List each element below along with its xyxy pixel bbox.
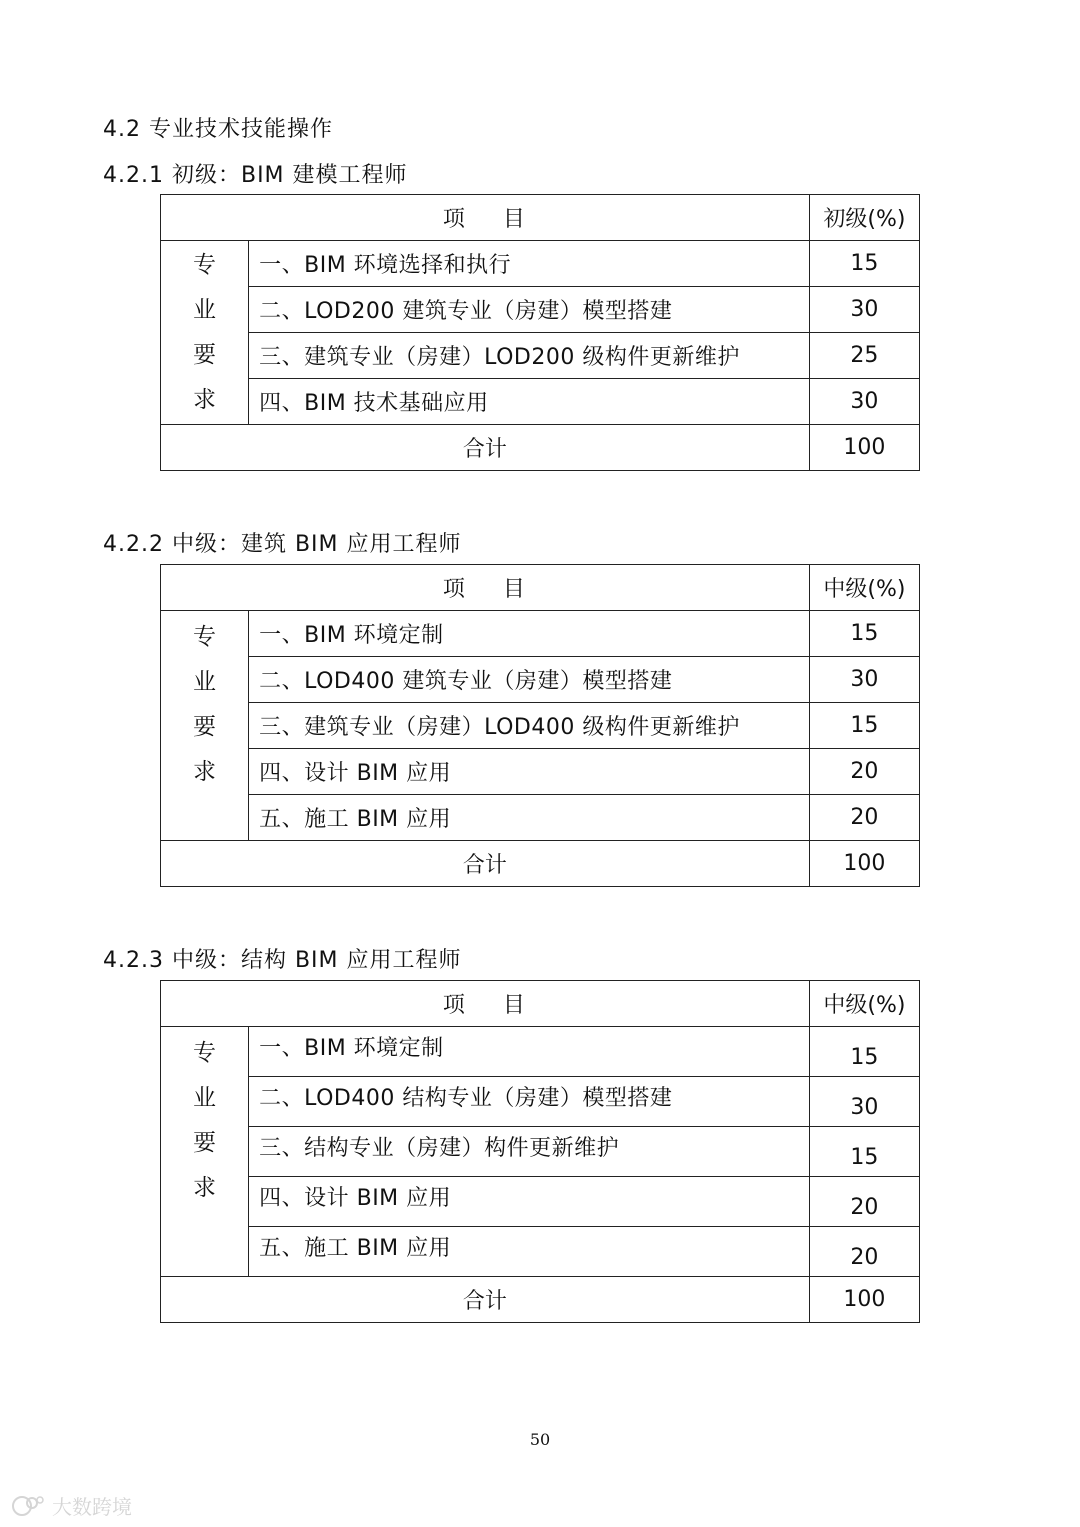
table-row (161, 379, 920, 425)
watermark-logo (10, 1491, 150, 1521)
table-row (161, 1177, 920, 1227)
watermark-text: 大数跨境 (52, 1495, 132, 1519)
header-item-label: 项 目 (161, 195, 810, 241)
header-level-label: 中级(%) (809, 981, 919, 1027)
row-item: 二、LOD400 建筑专业（房建）模型搭建 (249, 657, 810, 703)
row-item: 一、BIM 环境定制 (249, 1027, 810, 1077)
page-number: 50 (529, 1430, 551, 1449)
table-row (161, 611, 920, 657)
row-item: 三、建筑专业（房建）LOD200 级构件更新维护 (249, 333, 810, 379)
table-row (161, 749, 920, 795)
row-value: 20 (809, 1177, 919, 1227)
table-header-row (161, 195, 920, 241)
row-item: 四、设计 BIM 应用 (249, 749, 810, 795)
total-row (161, 841, 920, 887)
row-value: 20 (809, 795, 919, 841)
table-row (161, 795, 920, 841)
table-row (161, 1227, 920, 1277)
table-row (161, 333, 920, 379)
row-value: 15 (809, 241, 919, 287)
row-value: 15 (809, 611, 919, 657)
table-2 (160, 564, 920, 887)
row-value: 30 (809, 657, 919, 703)
row-value: 15 (809, 1127, 919, 1177)
table-row (161, 703, 920, 749)
row-value: 30 (809, 379, 919, 425)
row-value: 25 (809, 333, 919, 379)
row-item: 三、结构专业（房建）构件更新维护 (249, 1127, 810, 1177)
row-item: 五、施工 BIM 应用 (249, 795, 810, 841)
table-row (161, 287, 920, 333)
table-row (161, 241, 920, 287)
total-label: 合计 (161, 425, 810, 471)
row-item: 五、施工 BIM 应用 (249, 1227, 810, 1277)
section-title: 4.2 专业技术技能操作 (103, 117, 333, 142)
row-item: 二、LOD200 建筑专业（房建）模型搭建 (249, 287, 810, 333)
total-label: 合计 (161, 841, 810, 887)
total-label: 合计 (161, 1277, 810, 1323)
table-row (161, 657, 920, 703)
table-2-heading: 4.2.2 中级：建筑 BIM 应用工程师 (103, 532, 462, 557)
total-value: 100 (809, 425, 919, 471)
row-value: 15 (809, 703, 919, 749)
table-1 (160, 194, 920, 471)
table-1-heading: 4.2.1 初级：BIM 建模工程师 (103, 163, 408, 188)
header-item-label: 项 目 (161, 981, 810, 1027)
group-label: 专 业 要 求 (161, 241, 249, 425)
header-item-label: 项 目 (161, 565, 810, 611)
row-value: 30 (809, 287, 919, 333)
total-value: 100 (809, 1277, 919, 1323)
table-header-row (161, 565, 920, 611)
row-item: 三、建筑专业（房建）LOD400 级构件更新维护 (249, 703, 810, 749)
table-header-row (161, 981, 920, 1027)
table-row (161, 1027, 920, 1077)
total-value: 100 (809, 841, 919, 887)
group-label: 专 业 要 求 (161, 611, 249, 841)
header-level-label: 中级(%) (809, 565, 919, 611)
row-item: 二、LOD400 结构专业（房建）模型搭建 (249, 1077, 810, 1127)
row-value: 20 (809, 1227, 919, 1277)
row-value: 20 (809, 749, 919, 795)
group-label: 专 业 要 求 (161, 1027, 249, 1277)
table-row (161, 1077, 920, 1127)
table-row (161, 1127, 920, 1177)
row-value: 15 (809, 1027, 919, 1077)
row-item: 一、BIM 环境选择和执行 (249, 241, 810, 287)
table-3-heading: 4.2.3 中级：结构 BIM 应用工程师 (103, 948, 462, 973)
total-row (161, 1277, 920, 1323)
row-value: 30 (809, 1077, 919, 1127)
row-item: 四、设计 BIM 应用 (249, 1177, 810, 1227)
table-3 (160, 980, 920, 1323)
row-item: 四、BIM 技术基础应用 (249, 379, 810, 425)
total-row (161, 425, 920, 471)
row-item: 一、BIM 环境定制 (249, 611, 810, 657)
header-level-label: 初级(%) (809, 195, 919, 241)
